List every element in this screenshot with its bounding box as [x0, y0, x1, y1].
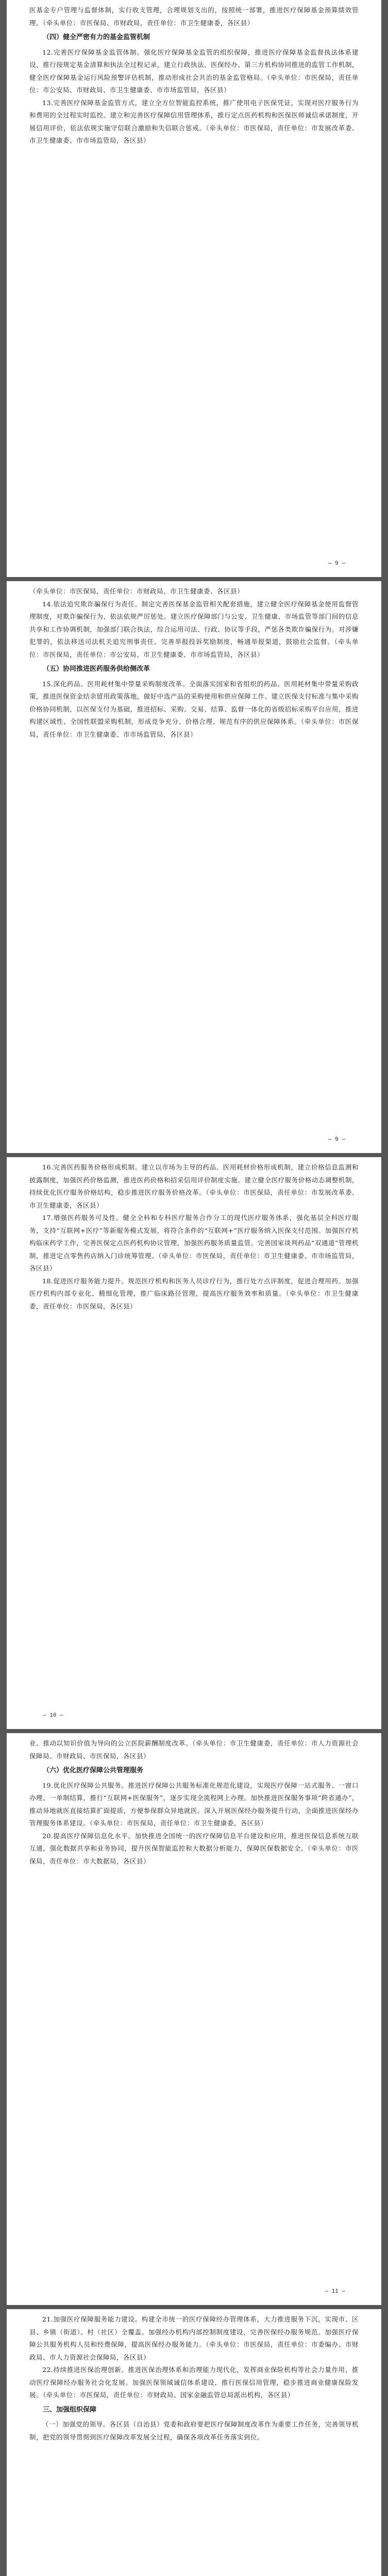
document-page-1 — [7, 0, 381, 577]
paragraph: 17.增强医药服务可及性。健全全科和专科医疗服务合作分工的现代医疗服务体系，强化基层全科医疗服务，支持“互联网+医疗”等新服务模式发展，将符合条件的“互联网+”医疗服务纳入医保支付范围。加强医疗机构临床药学工作，完善医保定点医药机构协议管理，加强医药服务质量监管。完善国家谈判药品“双通道”管理机制，推进定点零售药店纳入门诊统筹管理。（牵头单位：市医保局，责任单位：市卫生健康委、市市场监管局，各区县） — [29, 1214, 359, 1272]
paragraph: 15.深化药品、医用耗材集中带量采购制度改革。全面落实国家和省组织的药品、医用耗材集中带量采购政策，推进医保资金结余留用政策落地，做好中选产品的采购使用和供应保障工作。建立医保支付标准与集中采购价格协同机制，以医保支付为基础，推进招标、采购、交易、结算、监督一体化的省级招标采购平台应用，推进构建区域性、全国性联盟采购机制，形成竞争充分、价格合理、规范有序的供应保障体系。（牵头单位：市医保局，责任单位：市卫生健康委、市市场监管局，各区县） — [29, 680, 359, 738]
document-page-3 — [7, 1157, 381, 1729]
page-number: — 11 — — [325, 2289, 345, 2295]
paragraph: 19.优化医疗保障公共服务。推进医疗保障公共服务标准化规范化建设，实现医疗保障一站式服务、一窗口办理、一单制结算，推行“互联网+医保服务”，逐步实现全流程网上办理。加快推进医保服务事项“跨省通办”，推动异地就医直接结算扩面提质，方便参保群众异地就医。深入开展医保经办服务提升行动，全面推进医保经办管理服务体系建设。（牵头单位：市医保局，责任单位：市卫生健康委，各区县） — [29, 1781, 359, 1827]
document-page-4 — [7, 1733, 381, 2305]
document-page-5 — [7, 2309, 381, 2576]
document-page-2 — [7, 581, 381, 1153]
paragraph: 20.提高医疗保障信息化水平。加快推进全国统一的医疗保障信息平台建设和应用，推进医保信息系统互联互通，强化数据共享和业务协同，提升医保智能监控和大数据分析能力，保障医保数据安全。（牵头单位：市医保局，责任单位：市大数据局，各区县） — [29, 1832, 359, 1865]
page-number: — 10 — — [43, 1713, 63, 1719]
paragraph: 16.完善医药服务价格形成机制。建立以市场为主导的药品、医用耗材价格形成机制，建立价格信息监测和披露制度，加强医药价格监测，推进医药价格和招采信用评价制度实施。建立健全医疗服务价格动态调整机制，持续优化医疗服务价格结构，稳步推进医疗服务价格改革。（牵头单位：市医保局，责任单位：市发展改革委、市卫生健康委，各区县） — [29, 1163, 359, 1209]
paragraph: （一）加强党的领导。各区县（自治县）党委和政府要把医疗保障制度改革作为重要工作任务，完善领导机制，把党的领导贯彻到医疗保障改革发展全过程，确保各项改革任务落实到位。 — [29, 2420, 359, 2441]
paragraph: 13.完善医疗保障基金监管方式，建立全方位智能监控系统，推广使用电子医保凭证，实现对医疗服务行为和费用的全过程实时监控。建立和完善医疗保障信用管理体系，推行定点医药机构和医保医师诚信承诺制度，开展信用评价，依法依规实施守信联合激励和失信联合惩戒。（牵头单位：市医保局，责任单位：市发展改革委、市卫生健康委、市市场监管局，各区县） — [29, 98, 359, 144]
paragraph: 21.加强医疗保障服务能力建设。构建全市统一的医疗保障经办管理体系，大力推进服务下沉，实现市、区县、乡镇（街道）、村（社区）全覆盖。加强经办机构内部控制制度建设，完善医保经办服务规范。加强医疗保障公共服务机构人员和经费保障，提高医保经办服务能力。（牵头单位：市医保局，责任单位：市委编办、市财政局、市人力资源社会保障局，各区县） — [29, 2315, 359, 2361]
section-heading: （四）健全严密有力的基金监管机制 — [43, 33, 150, 41]
page-number: — 9 — — [328, 561, 345, 567]
section-heading: （五）协同推进医药服务供给侧改革 — [43, 665, 150, 673]
paragraph: 18.促进医疗服务能力提升。规范医疗机构和医务人员诊疗行为，推行处方点评制度，促进合理用药。加强医疗机构内部专业化、精细化管理，推广临床路径管理，提高医疗服务效率和质量。（牵头单位：市卫生健康委，责任单位：市医保局，各区县） — [29, 1277, 359, 1310]
paragraph: （牵头单位：市医保局，责任单位：市财政局、市卫生健康委、各区县） — [29, 587, 244, 595]
page-number: — 9 — — [328, 1137, 345, 1143]
section-heading: （六）优化医疗保障公共管理服务 — [43, 1767, 144, 1774]
paragraph: 14.依法追究欺诈骗保行为责任。制定完善医保基金监管相关配套措施，建立健全医疗保障基金使用监督管理制度，对欺诈骗保行为，依法依规严厉惩处。建立医疗保障部门与公安、卫生健康、市场监管等部门间的信息共享和工作协调机制，加强部门联合执法，综合运用司法、行政、协议等手段，严惩各类欺诈骗保行为。对涉嫌犯罪的，依法移送司法机关追究刑事责任。完善举报投诉奖励制度，畅通举报渠道，鼓励社会监督。（牵头单位：市医保局，责任单位：市公安局、市卫生健康委、市市场监管局，各区县） — [29, 600, 359, 658]
paragraph: 22.持续推进医保治理创新。推进医保治理体系和治理能力现代化，发挥商业保险机构等社会力量作用，推动医疗保障经办服务社会化发展。加强医保领域诚信体系建设，推行医保信用管理，稳步推进商业健康保险发展。（牵头单位：市医保局，责任单位：市财政局、国家金融监管总局派出机构，各区县） — [29, 2366, 359, 2399]
section-heading: 三、加强组织保障 — [43, 2405, 97, 2414]
paragraph: 业、推动以知识价值为导向的公立医院薪酬制度改革。（牵头单位：市卫生健康委，责任单位：市人力资源社会保障局、市财政局、市医保局，各区县） — [29, 1739, 359, 1760]
paragraph: 12.完善医疗保障基金监管体制。强化医疗保障基金监管的组织保障，推进医疗保障基金监督执法体系建设，推行按规定基金清算和执法全过程记录，建立行政执法、医保经办、第三方机构协同推进的监管工作机制，健全医疗保障基金运行风险预警评估机制，推动形成社会共治的基金监管格局。（牵头单位：市医保局，责任单位：市公安局、市财政局、市卫生健康委、市市场监管局，各区县） — [29, 48, 359, 94]
paragraph: 医基金专户管理与监督体制，实行收支管理，合理规划支出的，按照统一部署，推进医疗保障基金预算绩效管理。（牵头单位：市医保局、市财政局，责任单位：市卫生健康委，各区县） — [29, 6, 359, 27]
